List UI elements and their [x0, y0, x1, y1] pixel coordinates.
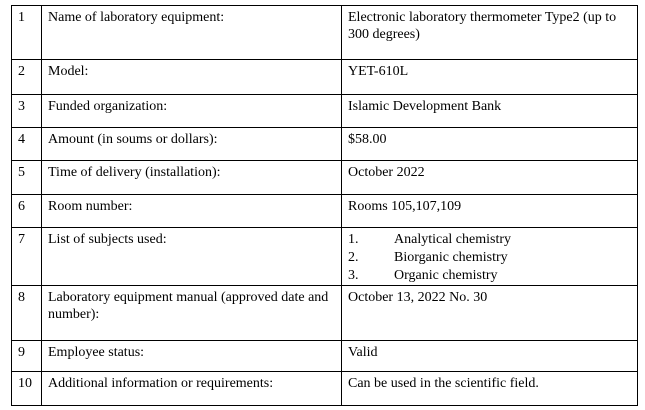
table-row [12, 195, 638, 228]
row-value: Electronic laboratory thermometer Type2 (up to 300 degrees) [342, 6, 638, 60]
table-row [12, 161, 638, 195]
table-row [12, 95, 638, 128]
row-number: 2 [12, 60, 42, 95]
table-row [12, 286, 638, 341]
subject-number: 3. [348, 268, 359, 283]
row-number: 7 [12, 228, 42, 286]
equipment-info-table [11, 5, 638, 406]
row-label: Model: [42, 60, 342, 95]
row-value: Valid [342, 341, 638, 372]
table-row [12, 341, 638, 372]
row-label: Time of delivery (installation): [42, 161, 342, 195]
row-label: Name of laboratory equipment: [42, 6, 342, 60]
subject-name: Biorganic chemistry [394, 250, 508, 265]
row-number: 4 [12, 128, 42, 161]
row-value: YET-610L [342, 60, 638, 95]
row-number: 3 [12, 95, 42, 128]
row-label: Room number: [42, 195, 342, 228]
table-row [12, 228, 638, 286]
row-value: Can be used in the scientific field. [342, 372, 638, 406]
row-number: 9 [12, 341, 42, 372]
row-value: October 2022 [342, 161, 638, 195]
subject-name: Analytical chemistry [394, 232, 512, 247]
row-number: 8 [12, 286, 42, 341]
row-label: List of subjects used: [42, 228, 342, 286]
list-item [348, 231, 631, 249]
row-label: Additional information or requirements: [42, 372, 342, 406]
table-row [12, 128, 638, 161]
row-label: Laboratory equipment manual (approved date and number): [42, 286, 342, 341]
row-number: 5 [12, 161, 42, 195]
row-label: Funded organization: [42, 95, 342, 128]
row-number: 6 [12, 195, 42, 228]
row-number: 10 [12, 372, 42, 406]
subject-number: 2. [348, 250, 359, 265]
row-label: Amount (in soums or dollars): [42, 128, 342, 161]
row-value: Rooms 105,107,109 [342, 195, 638, 228]
subject-list [348, 231, 631, 285]
row-value: October 13, 2022 No. 30 [342, 286, 638, 341]
list-item [348, 249, 631, 267]
list-item [348, 267, 631, 285]
subject-name: Organic chemistry [394, 268, 498, 283]
row-label: Employee status: [42, 341, 342, 372]
table-row [12, 372, 638, 406]
row-value [342, 228, 638, 286]
table-row [12, 60, 638, 95]
row-value: Islamic Development Bank [342, 95, 638, 128]
table-row [12, 6, 638, 60]
subject-number: 1. [348, 232, 359, 247]
row-number: 1 [12, 6, 42, 60]
row-value: $58.00 [342, 128, 638, 161]
